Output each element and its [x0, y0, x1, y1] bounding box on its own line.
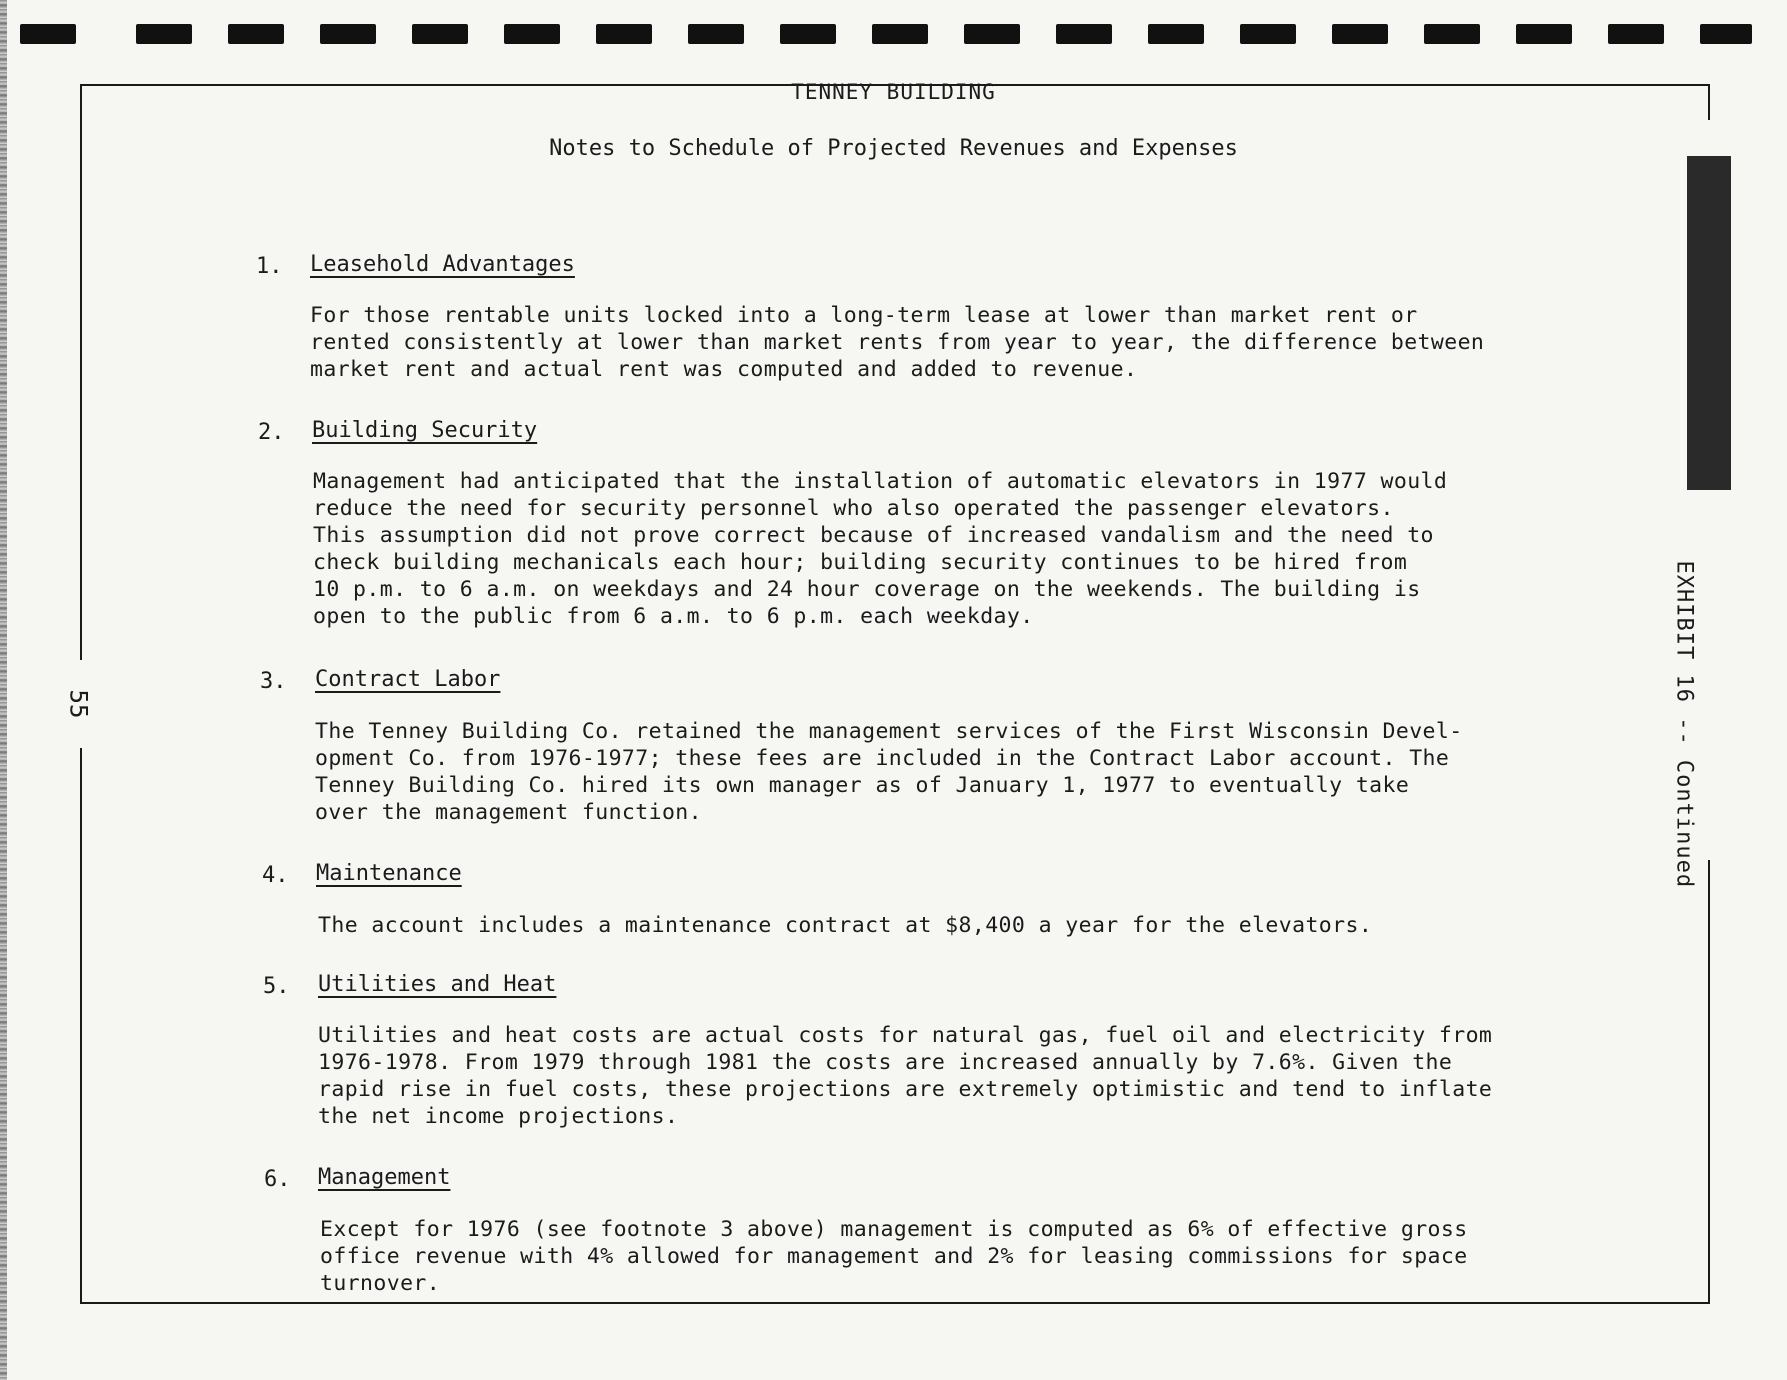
document-subtitle: Notes to Schedule of Projected Revenues and Expenses	[549, 136, 1238, 161]
exhibit-label: EXHIBIT 16 -- Continued	[1671, 560, 1697, 889]
note-number: 2.	[258, 420, 285, 445]
note-heading: Contract Labor	[315, 667, 501, 692]
note-body: Management had anticipated that the installation of automatic elevators in 1977 would reduce the need for security personnel who also operated the passenger elevators. This assumption did not prove correct because of increased vandalism and the need to check building mechanicals each hour; building security continues to be hired from 10 p.m. to 6 a.m. on weekdays and 24 hour coverage on the weekends. The building is open to the public from 6 a.m. to 6 p.m. each weekday.	[313, 469, 1448, 629]
note-body: Except for 1976 (see footnote 3 above) management is computed as 6% of effective gross office revenue with 4% allowed for management and 2% for leasing commissions for space turnover.	[320, 1217, 1468, 1296]
note-body: The account includes a maintenance contract at $8,400 a year for the elevators.	[318, 913, 1373, 938]
note-number: 3.	[260, 669, 287, 694]
frame-right-gap-label	[1706, 500, 1714, 860]
note-body: The Tenney Building Co. retained the management services of the First Wisconsin Devel- opment Co. from 1976-1977; these fees are included in the Contract Labor account. The Tenney Building Co. hired its own manager as of January 1, 1977 to eventually take over the management function.	[315, 719, 1463, 825]
note-heading: Management	[318, 1165, 451, 1190]
note-body: For those rentable units locked into a long-term lease at lower than market rent or rented consistently at lower than market rents from year to year, the difference between market rent and actual rent was computed and added to revenue.	[310, 303, 1485, 382]
note-number: 1.	[256, 254, 283, 279]
document-title: TENNEY BUILDING	[791, 80, 996, 104]
note-number: 4.	[262, 863, 289, 888]
exhibit-tab	[1687, 156, 1731, 490]
note-heading: Leasehold Advantages	[310, 252, 575, 277]
note-number: 5.	[263, 974, 290, 999]
sprocket-strip	[0, 24, 1787, 46]
scan-edge	[0, 0, 7, 1380]
note-heading: Utilities and Heat	[318, 972, 557, 997]
note-number: 6.	[264, 1167, 291, 1192]
note-heading: Maintenance	[316, 861, 462, 886]
note-body: Utilities and heat costs are actual costs for natural gas, fuel oil and electricity from 1976-1978. From 1979 through 1981 the costs are increased annually by 7.6%. Given the rapid rise in fuel costs, these projections are extremely optimistic and tend to inflate the net income projections.	[318, 1023, 1493, 1129]
page-number: 55	[64, 689, 93, 719]
note-heading: Building Security	[312, 418, 538, 443]
